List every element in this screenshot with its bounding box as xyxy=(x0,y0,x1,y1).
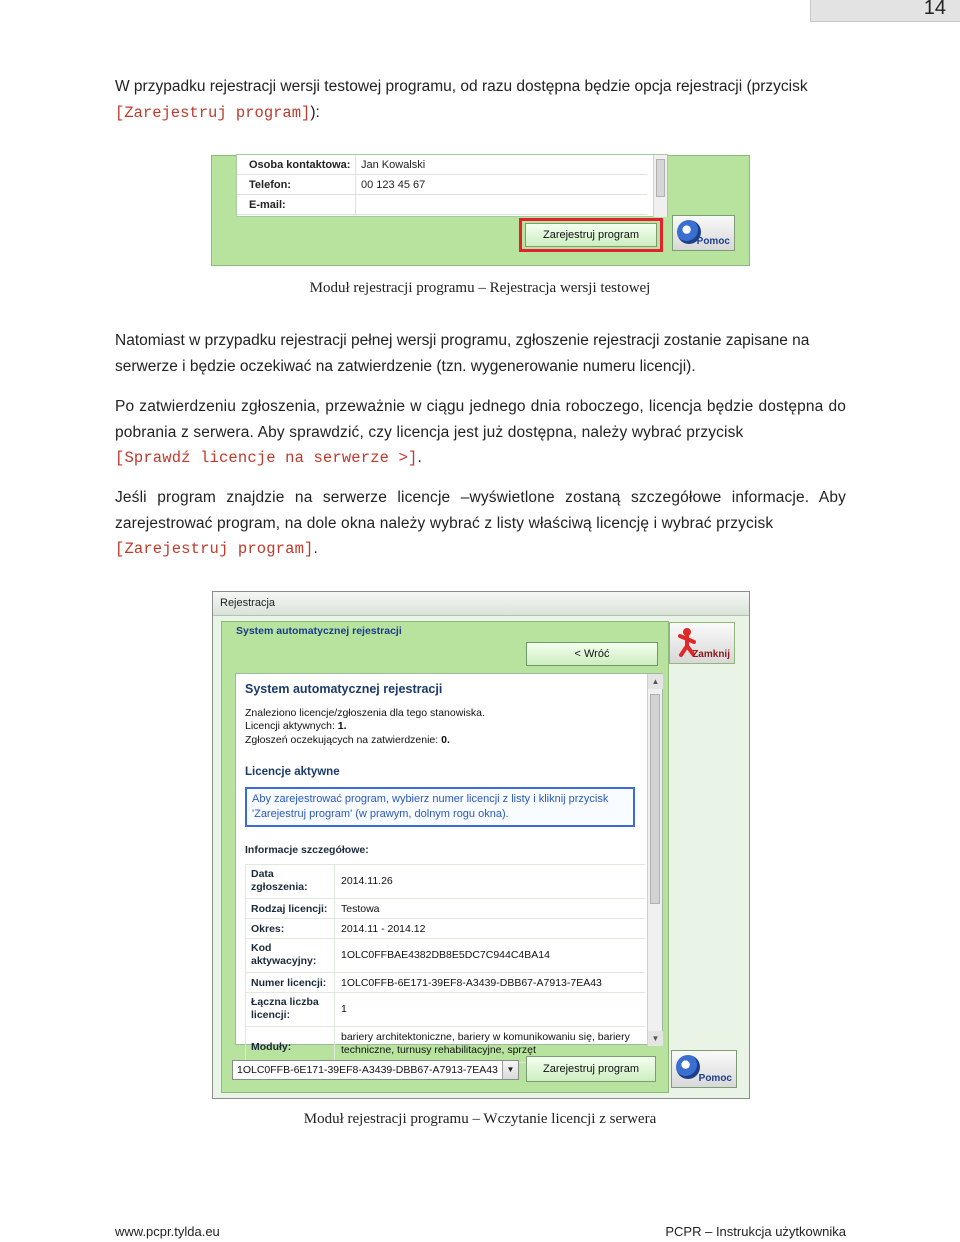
paragraph-suffix: . xyxy=(417,449,422,466)
chevron-down-icon[interactable]: ▼ xyxy=(502,1061,518,1079)
page-number: 14 xyxy=(923,0,946,19)
intro-text: W przypadku rejestracji wersji testowej programu, od razu dostępna będzie opcja rejestracji (przycisk xyxy=(115,78,808,95)
paragraph-text: Po zatwierdzeniu zgłoszenia, przeważnie w ciągu jednego dnia roboczego, licencja będzie dostępna do pobrania z serwera. Aby sprawdzić, czy licencja jest już dostępna, należy wybrać przycisk xyxy=(115,398,846,441)
details-value: Testowa xyxy=(341,903,380,915)
contact-panel xyxy=(236,154,668,217)
register-program-button[interactable]: Zarejestruj program xyxy=(525,223,657,247)
paragraph-line: Natomiast w przypadku rejestracji pełnej wersji programu, zgłoszenie rejestracji zostanie zapisane na xyxy=(115,332,810,349)
details-value: 1 xyxy=(341,1003,347,1015)
contact-row-phone xyxy=(237,175,647,195)
intro-suffix: ): xyxy=(310,103,320,121)
active-licenses-header: Licencje aktywne xyxy=(245,766,340,778)
page-number-tab xyxy=(810,0,960,22)
details-value: bariery architektoniczne, bariery w komunikowaniu się, bariery techniczne, turnusy rehabilitacyjne, sprzęt xyxy=(341,1031,630,1056)
paragraph-text: Jeśli program znajdzie na serwerze licencje –wyświetlone zostaną szczegółowe informacje. Aby zarejestrować program, na dole okna należy wybrać z listy właściwą licencję i wybrać przycisk xyxy=(115,489,846,532)
contact-label: Osoba kontaktowa: xyxy=(249,159,351,171)
details-value: 1OLC0FFB-6E171-39EF8-A3439-DBB67-A7913-7EA43 xyxy=(341,977,602,989)
paragraph-register xyxy=(115,485,846,563)
details-value: 2014.11.26 xyxy=(341,875,393,887)
paragraph-check-license xyxy=(115,394,846,472)
details-label: Kod aktywacyjny: xyxy=(251,942,317,967)
contact-label: E-mail: xyxy=(249,199,286,211)
help-button[interactable] xyxy=(671,1050,737,1088)
contact-row-person xyxy=(237,155,647,175)
footer-left: www.pcpr.tylda.eu xyxy=(115,1224,220,1239)
details-row xyxy=(246,899,645,919)
group-title: System automatycznej rejestracji xyxy=(236,625,402,637)
active-count xyxy=(245,720,347,732)
contact-row-email xyxy=(237,195,647,215)
details-header: Informacje szczegółowe: xyxy=(245,844,369,856)
scroll-down-icon[interactable]: ▼ xyxy=(648,1031,663,1046)
help-button[interactable] xyxy=(672,215,735,251)
intro-code: [Zarejestruj program] xyxy=(115,103,311,122)
contact-value: 00 123 45 67 xyxy=(361,179,426,191)
registration-group xyxy=(221,621,669,1093)
paragraph-code: [Sprawdź licencje na serwerze >] xyxy=(115,449,418,467)
scroll-up-icon[interactable]: ▲ xyxy=(648,674,663,689)
contact-value: Jan Kowalski xyxy=(361,159,426,171)
scrollbar[interactable] xyxy=(653,155,667,217)
license-select-value: 1OLC0FFB-6E171-39EF8-A3439-DBB67-A7913-7EA43 xyxy=(237,1064,498,1076)
window-titlebar xyxy=(213,592,749,616)
details-row xyxy=(246,939,645,973)
details-row xyxy=(246,919,645,939)
paragraph-full-version xyxy=(115,328,846,379)
details-label: Rodzaj licencji: xyxy=(251,903,328,915)
license-info-panel xyxy=(235,673,663,1056)
details-label: Okres: xyxy=(251,923,285,935)
details-label: Data zgłoszenia: xyxy=(251,868,308,893)
screenshot-test-registration xyxy=(211,155,750,266)
window-title: Rejestracja xyxy=(220,597,276,609)
panel-title: System automatycznej rejestracji xyxy=(245,682,443,696)
help-button-label: Pomoc xyxy=(696,236,730,247)
pending-count-label: Zgłoszeń oczekujących na zatwierdzenie: xyxy=(245,734,442,746)
scrollbar-thumb[interactable] xyxy=(656,159,665,197)
details-label: Moduły: xyxy=(251,1041,292,1053)
info-box: Aby zarejestrować program, wybierz numer licencji z listy i kliknij przycisk 'Zarejestruj program' (w prawym, dolnym rogu okna). xyxy=(245,787,635,827)
caption-license-download: Moduł rejestracji programu – Wczytanie licencji z serwera xyxy=(303,1111,657,1127)
active-count-value: 1. xyxy=(337,720,347,732)
register-program-button[interactable]: Zarejestruj program xyxy=(526,1056,656,1082)
help-button-label: Pomoc xyxy=(698,1073,732,1084)
close-button[interactable] xyxy=(669,622,735,664)
license-select[interactable] xyxy=(232,1060,519,1080)
lifebuoy-icon xyxy=(676,1055,700,1079)
active-count-label: Licencji aktywnych: xyxy=(245,720,338,732)
details-row xyxy=(246,865,645,899)
screenshot-license-download xyxy=(212,591,750,1099)
details-table xyxy=(245,864,645,1063)
close-button-label: Zamknij xyxy=(692,649,730,660)
scrollbar-thumb[interactable] xyxy=(650,694,660,904)
found-text: Znaleziono licencje/zgłoszenia dla tego stanowiska. xyxy=(245,707,485,719)
details-row xyxy=(246,993,645,1027)
contact-label: Telefon: xyxy=(249,179,291,191)
back-button[interactable]: < Wróć xyxy=(526,642,658,666)
details-label: Łączna liczba licencji: xyxy=(251,996,319,1021)
footer-right: PCPR – Instrukcja użytkownika xyxy=(665,1224,846,1239)
paragraph-suffix: . xyxy=(313,540,318,557)
details-label: Numer licencji: xyxy=(251,977,327,989)
details-value: 1OLC0FFBAE4382DB8E5DC7C944C4BA14 xyxy=(341,949,550,961)
details-value: 2014.11 - 2014.12 xyxy=(341,923,426,935)
intro-paragraph xyxy=(115,74,846,126)
details-row xyxy=(246,973,645,993)
scrollbar[interactable] xyxy=(647,674,662,1046)
paragraph-code: [Zarejestruj program] xyxy=(115,540,314,558)
pending-count-value: 0. xyxy=(441,734,450,746)
caption-test-registration: Moduł rejestracji programu – Rejestracja wersji testowej xyxy=(309,280,651,296)
pending-count xyxy=(245,734,450,746)
paragraph-line: serwerze i będzie oczekiwać na zatwierdzenie (tzn. wygenerowanie numeru licencji). xyxy=(115,357,696,375)
